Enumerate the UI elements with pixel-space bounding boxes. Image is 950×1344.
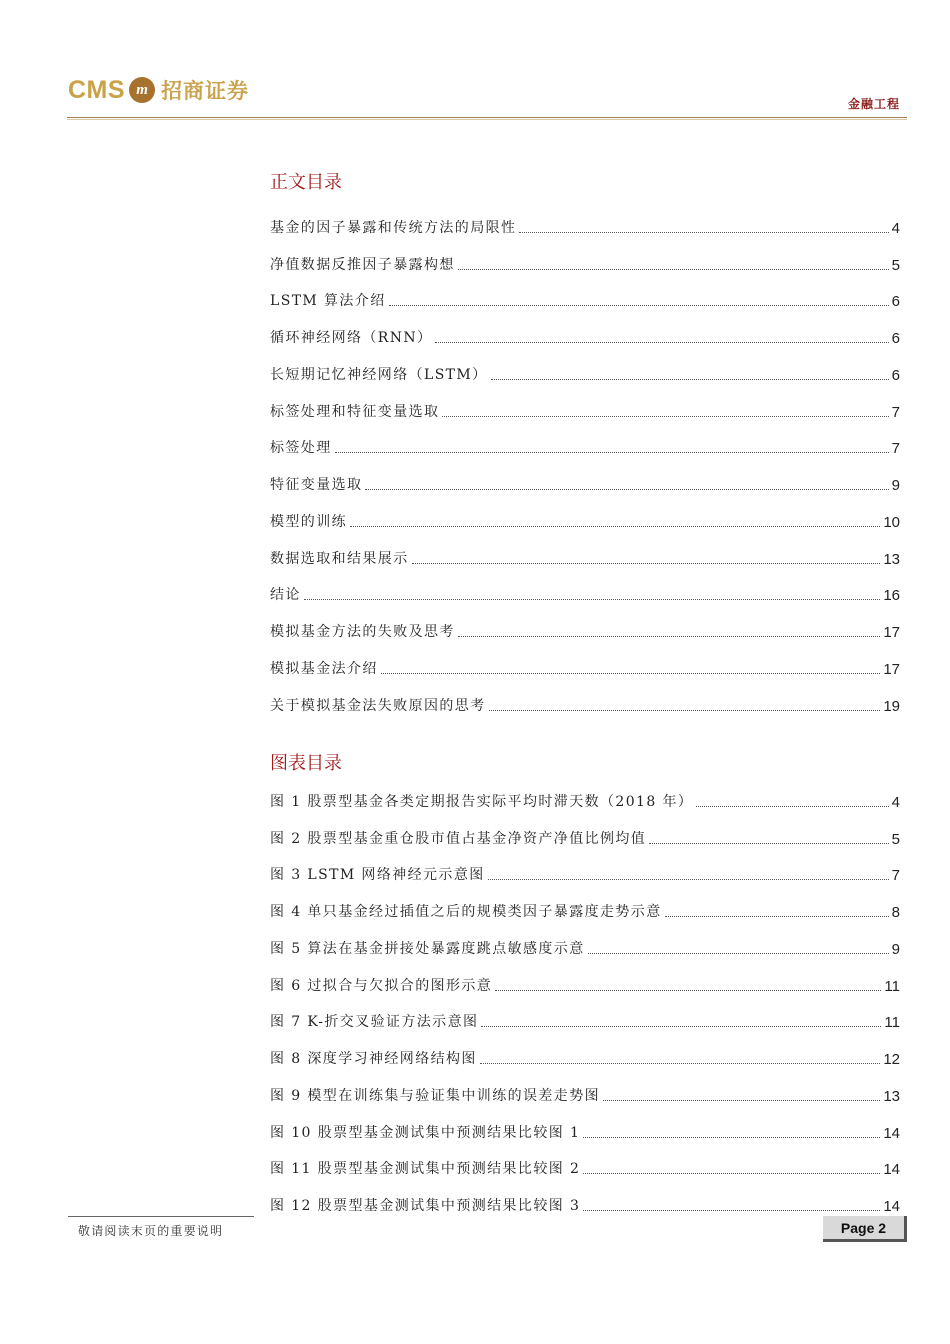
- contents-entry-page: 6: [891, 293, 900, 311]
- contents-title: 正文目录: [270, 172, 342, 193]
- dot-leader: [458, 269, 889, 270]
- contents-entry[interactable]: [270, 457, 900, 494]
- dot-leader: [458, 636, 881, 637]
- figure-entry-page: 11: [884, 977, 900, 995]
- contents-entry-page: 5: [891, 256, 900, 274]
- figure-entry-label: 图 2 股票型基金重仓股市值占基金净资产净值比例均值: [270, 830, 647, 847]
- report-category: 金融工程: [847, 97, 900, 111]
- figure-entry-page: 5: [891, 830, 900, 848]
- dot-leader: [389, 305, 889, 306]
- figure-entry[interactable]: [270, 1178, 900, 1215]
- figure-entry[interactable]: [270, 1031, 900, 1068]
- contents-entry[interactable]: [270, 531, 900, 568]
- figure-entry-label: 图 7 K-折交叉验证方法示意图: [270, 1014, 479, 1031]
- figure-entry[interactable]: [270, 774, 900, 811]
- figures-title: 图表目录: [270, 753, 342, 774]
- contents-entry-label: 模拟基金方法的失败及思考: [270, 624, 455, 640]
- dot-leader: [583, 1137, 880, 1138]
- contents-entry-label: 数据选取和结果展示: [270, 550, 409, 567]
- dot-leader: [335, 452, 889, 453]
- contents-entry-page: 7: [891, 403, 900, 421]
- dot-leader: [304, 599, 881, 600]
- contents-entry-label: 标签处理和特征变量选取: [270, 403, 440, 420]
- dot-leader: [583, 1210, 880, 1211]
- figure-entry-label: 图 3 LSTM 网络神经元示意图: [270, 867, 485, 884]
- page-number: Page 2: [823, 1216, 907, 1242]
- contents-entry[interactable]: [270, 641, 900, 678]
- dot-leader: [412, 563, 881, 564]
- contents-entry[interactable]: [270, 347, 900, 384]
- company-logo: [68, 72, 249, 108]
- logo-emblem-icon: m: [129, 77, 155, 103]
- contents-entry-page: 6: [891, 330, 900, 347]
- contents-entry[interactable]: [270, 274, 900, 311]
- contents-entry-label: 结论: [270, 587, 301, 604]
- contents-entry-label: 净值数据反推因子暴露构想: [270, 256, 455, 273]
- figure-entry-label: 图 11 股票型基金测试集中预测结果比较图 2: [270, 1161, 581, 1178]
- figure-entry-label: 图 6 过拟合与欠拟合的图形示意: [270, 977, 493, 994]
- figure-entry-label: 图 9 模型在训练集与验证集中训练的误差走势图: [270, 1087, 601, 1104]
- contents-entry-label: 关于模拟基金法失败原因的思考: [270, 697, 486, 714]
- dot-leader: [519, 232, 888, 233]
- disclaimer-note: 敬请阅读末页的重要说明: [78, 1224, 224, 1238]
- contents-entry-label: LSTM 算法介绍: [270, 293, 386, 310]
- figure-entry-label: 图 5 算法在基金拼接处暴露度跳点敏感度示意: [270, 940, 585, 957]
- figure-entry-label: 图 1 股票型基金各类定期报告实际平均时滞天数（2018 年）: [270, 793, 694, 810]
- figure-entry-label: 图 8 深度学习神经网络结构图: [270, 1051, 477, 1067]
- figure-entry-page: 7: [891, 867, 900, 885]
- figure-entry[interactable]: [270, 1105, 900, 1142]
- figure-entry-page: 8: [891, 904, 900, 921]
- contents-entry-page: 7: [891, 440, 900, 458]
- contents-entry[interactable]: [270, 421, 900, 458]
- contents-entry[interactable]: [270, 384, 900, 421]
- header-divider: [67, 117, 907, 118]
- logo-latin-text: CMS: [68, 75, 126, 104]
- figure-entry[interactable]: [270, 848, 900, 885]
- dot-leader: [665, 916, 889, 917]
- dot-leader: [649, 843, 888, 844]
- contents-entry-page: 10: [883, 513, 900, 531]
- header-divider-secondary: [67, 119, 907, 120]
- contents-entry-page: 13: [883, 550, 900, 568]
- footer-divider: [68, 1216, 254, 1217]
- contents-entry-label: 循环神经网络（RNN）: [270, 330, 433, 346]
- dot-leader: [495, 990, 881, 991]
- contents-entry[interactable]: [270, 310, 900, 347]
- figure-entry[interactable]: [270, 884, 900, 921]
- figure-entry-label: 图 4 单只基金经过插值之后的规模类因子暴露度走势示意: [270, 904, 662, 920]
- contents-entry[interactable]: [270, 494, 900, 531]
- dot-leader: [350, 526, 880, 527]
- contents-entry-label: 模型的训练: [270, 513, 347, 530]
- contents-entry[interactable]: [270, 568, 900, 605]
- contents-entry-label: 模拟基金法介绍: [270, 660, 378, 677]
- contents-entry-page: 19: [883, 697, 900, 715]
- figure-entry[interactable]: [270, 921, 900, 958]
- contents-entry[interactable]: [270, 678, 900, 715]
- dot-leader: [480, 1063, 881, 1064]
- figure-entry[interactable]: [270, 958, 900, 995]
- figure-entry-page: 14: [883, 1124, 900, 1142]
- contents-entry-label: 基金的因子暴露和传统方法的局限性: [270, 219, 517, 236]
- dot-leader: [365, 489, 888, 490]
- contents-entry-page: 16: [883, 587, 900, 605]
- dot-leader: [481, 1026, 881, 1027]
- dot-leader: [603, 1100, 880, 1101]
- contents-entry-page: 17: [883, 624, 900, 641]
- contents-entry-page: 17: [883, 660, 900, 678]
- logo-chinese-text: 招商证券: [161, 78, 250, 103]
- figure-entry-page: 12: [883, 1051, 900, 1068]
- figure-entry-page: 4: [891, 793, 900, 811]
- contents-entry-label: 特征变量选取: [270, 477, 363, 493]
- figure-entry-page: 9: [891, 940, 900, 958]
- dot-leader: [488, 879, 889, 880]
- contents-entry-page: 9: [891, 477, 900, 494]
- figure-entry-label: 图 12 股票型基金测试集中预测结果比较图 3: [270, 1198, 581, 1214]
- figure-entry[interactable]: [270, 1068, 900, 1105]
- figure-entry[interactable]: [270, 811, 900, 848]
- figure-entry-label: 图 10 股票型基金测试集中预测结果比较图 1: [270, 1124, 581, 1141]
- dot-leader: [696, 806, 888, 807]
- contents-entry-page: 6: [891, 366, 900, 384]
- figures-list: [270, 774, 900, 1215]
- contents-entry[interactable]: [270, 604, 900, 641]
- dot-leader: [588, 953, 889, 954]
- contents-entry[interactable]: [270, 200, 900, 237]
- dot-leader: [381, 673, 881, 674]
- dot-leader: [583, 1173, 880, 1174]
- figure-entry-page: 11: [884, 1014, 900, 1032]
- dot-leader: [491, 379, 889, 380]
- contents-entry-page: 4: [891, 219, 900, 237]
- figure-entry-page: 14: [883, 1161, 900, 1179]
- contents-entry-label: 长短期记忆神经网络（LSTM）: [270, 366, 488, 383]
- contents-list: [270, 200, 900, 715]
- figure-entry-page: 13: [883, 1087, 900, 1105]
- dot-leader: [435, 342, 888, 343]
- figure-entry[interactable]: [270, 995, 900, 1032]
- dot-leader: [489, 710, 881, 711]
- figure-entry-page: 14: [883, 1198, 900, 1215]
- figure-entry[interactable]: [270, 1142, 900, 1179]
- contents-entry-label: 标签处理: [270, 440, 332, 457]
- dot-leader: [442, 416, 888, 417]
- contents-entry[interactable]: [270, 237, 900, 274]
